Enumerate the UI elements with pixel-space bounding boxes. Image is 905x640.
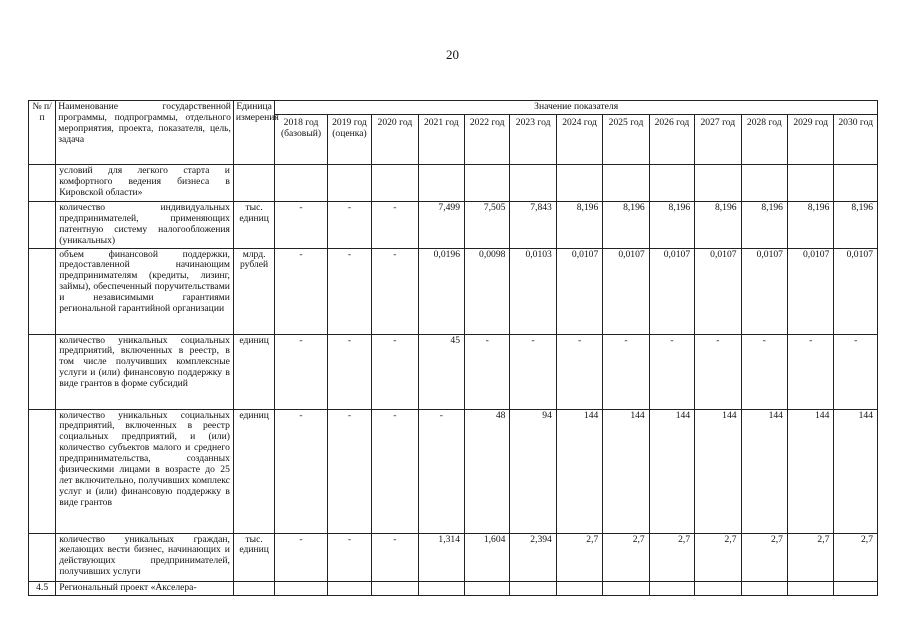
row-value: 0,0107 [649,248,694,334]
indicator-table [28,100,878,596]
row-value: 2,7 [556,533,602,581]
row-value [275,164,327,201]
row-value: - [327,248,371,334]
header-year: 2027 год [695,114,741,164]
row-value: 144 [787,409,833,533]
row-value [372,581,418,595]
row-value: - [275,201,327,248]
row-value: 8,196 [695,201,741,248]
row-value [372,164,418,201]
header-year: 2018 год (базовый) [275,114,327,164]
row-unit: тыс. единиц [233,201,274,248]
row-value: 45 [418,334,464,409]
row-value [510,581,556,595]
row-indicator-name: количество индивидуальных предпринимателей, применяющих патентную систему налогообложения (уникальных) [56,201,234,248]
row-value: 7,505 [465,201,510,248]
row-value: 8,196 [741,201,787,248]
table-row [29,334,878,409]
table-row [29,581,878,595]
row-value: - [327,334,371,409]
row-value: 0,0107 [695,248,741,334]
row-value [556,581,602,595]
row-value: 0,0196 [418,248,464,334]
row-value: 0,0098 [465,248,510,334]
row-value: 144 [741,409,787,533]
row-value: - [695,334,741,409]
row-value: 144 [603,409,649,533]
row-value: 8,196 [787,201,833,248]
row-unit [233,581,274,595]
row-unit: млрд. рублей [233,248,274,334]
row-value [695,164,741,201]
row-value: 0,0107 [787,248,833,334]
row-value: 7,499 [418,201,464,248]
table-body [29,164,878,595]
row-value: - [418,409,464,533]
row-value: 2,7 [695,533,741,581]
table-row [29,248,878,334]
row-value [418,581,464,595]
row-num [29,409,56,533]
row-value [834,164,878,201]
row-value: - [372,334,418,409]
row-value [834,581,878,595]
row-value: - [372,409,418,533]
row-value: 7,843 [510,201,556,248]
header-year: 2021 год [418,114,464,164]
header-year: 2029 год [787,114,833,164]
row-value: 8,196 [603,201,649,248]
header-year: 2030 год [834,114,878,164]
header-year: 2025 год [603,114,649,164]
row-value: 144 [695,409,741,533]
row-value: 0,0107 [556,248,602,334]
table-row [29,409,878,533]
row-value [327,164,371,201]
header-values-title: Значение показателя [275,101,878,115]
row-value: - [787,334,833,409]
row-value: 2,7 [649,533,694,581]
row-value: - [649,334,694,409]
row-value: 144 [649,409,694,533]
row-indicator-name: объем финансовой поддержки, предоставленной начинающим предпринимателям (кредиты, лизинг, займы), обеспеченный поручительствами и независимыми гарантиями региональной гарантийной организации [56,248,234,334]
row-value: - [741,334,787,409]
row-value: 8,196 [556,201,602,248]
row-value [603,581,649,595]
row-value: - [327,409,371,533]
row-value [275,581,327,595]
table-row [29,164,878,201]
row-value [741,164,787,201]
row-value [787,164,833,201]
row-value: 1,604 [465,533,510,581]
page-number: 20 [446,47,459,62]
row-value: 94 [510,409,556,533]
row-value: 8,196 [834,201,878,248]
row-indicator-name: Региональный проект «Акселера- [56,581,234,595]
row-num [29,164,56,201]
row-value: - [372,248,418,334]
row-num [29,201,56,248]
row-value: - [275,533,327,581]
row-value [556,164,602,201]
row-value: 0,0107 [603,248,649,334]
row-value: - [275,409,327,533]
row-value [510,164,556,201]
row-value [741,581,787,595]
row-indicator-name: количество уникальных социальных предприятий, включенных в реестр социальных предприятий, и (или) количество субъектов малого и среднего предпринимательства, созданных физическими лицами в возрасте до 25 лет включительно, получивших комплекс услуг и (или) финансовую поддержку в виде грантов [56,409,234,533]
table-row [29,533,878,581]
row-num [29,533,56,581]
row-value: - [465,334,510,409]
row-value [787,581,833,595]
row-value: 0,0107 [834,248,878,334]
row-value: 0,0103 [510,248,556,334]
header-year: 2028 год [741,114,787,164]
header-year: 2022 год [465,114,510,164]
row-value: - [834,334,878,409]
row-value [649,164,694,201]
row-value [465,581,510,595]
row-indicator-name: количество уникальных граждан, желающих вести бизнес, начинающих и действующих предпринимателей, получивших услуги [56,533,234,581]
table-header [29,101,878,165]
row-num [29,334,56,409]
row-value: 2,7 [741,533,787,581]
row-value: - [275,334,327,409]
row-value: - [510,334,556,409]
row-value: 0,0107 [741,248,787,334]
header-year: 2019 год (оценка) [327,114,371,164]
header-unit: Единица измерения [233,101,274,165]
header-year: 2026 год [649,114,694,164]
row-value: 144 [834,409,878,533]
row-indicator-name: условий для легкого старта и комфортного ведения бизнеса в Кировской области» [56,164,234,201]
header-num: № п/п [29,101,56,165]
row-value: - [603,334,649,409]
row-unit: единиц [233,409,274,533]
row-value: - [372,533,418,581]
row-value: - [327,201,371,248]
row-value: - [372,201,418,248]
row-value: 48 [465,409,510,533]
row-value [603,164,649,201]
row-value: - [327,533,371,581]
row-value [418,164,464,201]
row-value [465,164,510,201]
row-value: 2,7 [787,533,833,581]
row-unit [233,164,274,201]
row-value: 8,196 [649,201,694,248]
row-num: 4.5 [29,581,56,595]
row-value: 144 [556,409,602,533]
row-value [327,581,371,595]
row-unit: единиц [233,334,274,409]
header-year: 2024 год [556,114,602,164]
header-year: 2023 год [510,114,556,164]
row-unit: тыс. единиц [233,533,274,581]
table-row [29,201,878,248]
row-value: 2,7 [834,533,878,581]
row-value: 2,394 [510,533,556,581]
header-year: 2020 год [372,114,418,164]
row-value [695,581,741,595]
row-num [29,248,56,334]
row-value [649,581,694,595]
row-value: - [556,334,602,409]
row-value: 1,314 [418,533,464,581]
row-value: 2,7 [603,533,649,581]
row-indicator-name: количество уникальных социальных предприятий, включенных в реестр, в том числе получивших комплексные услуги и (или) финансовую поддержку в виде грантов в форме субсидий [56,334,234,409]
row-value: - [275,248,327,334]
header-name: Наименование государственной программы, подпрограммы, отдельного мероприятия, проекта, показателя, цель, задача [56,101,234,165]
